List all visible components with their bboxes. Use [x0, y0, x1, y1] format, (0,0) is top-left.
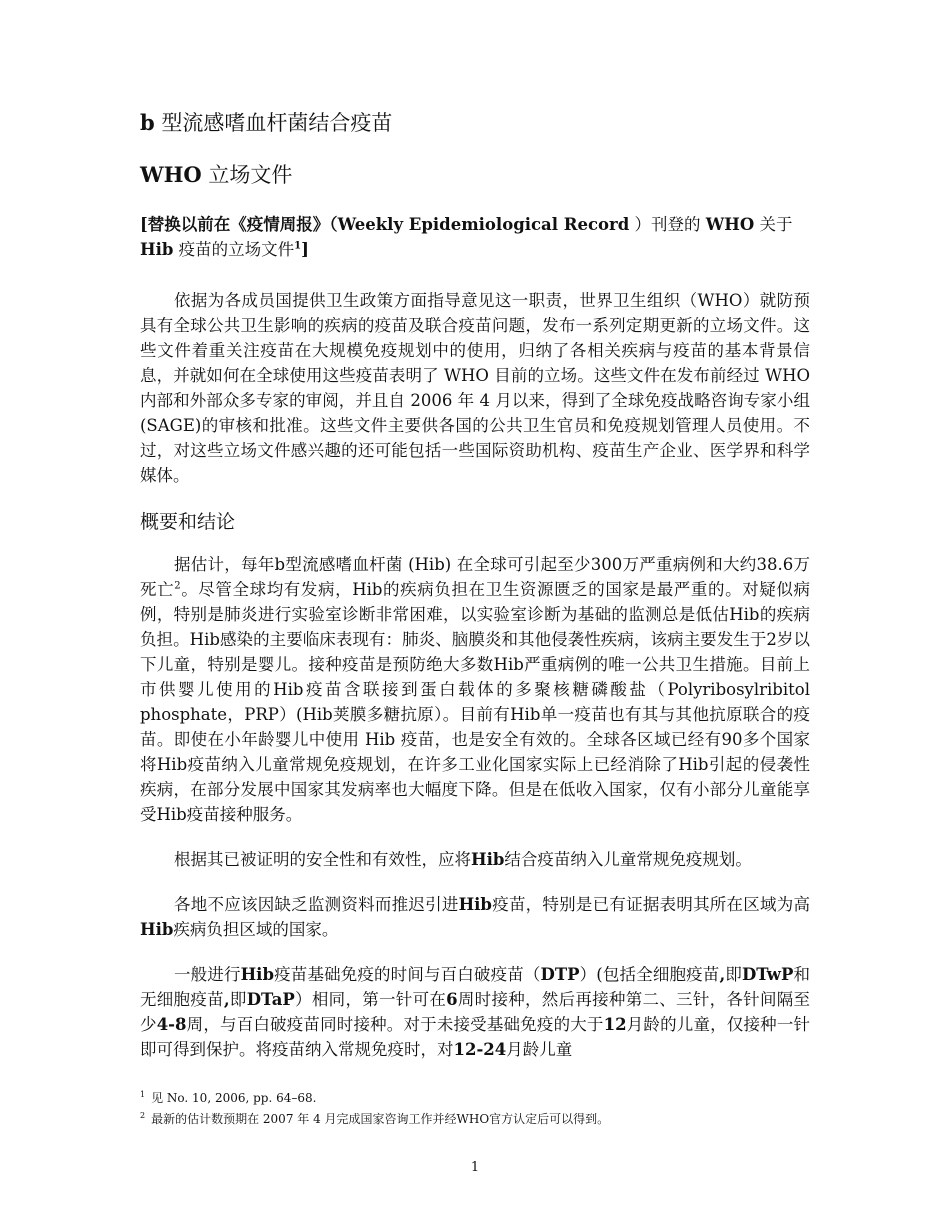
subtitle-prefix: WHO: [140, 162, 202, 187]
footnote-item: [140, 1086, 810, 1107]
text-run: 结合疫苗纳入儿童常规免疫规划。: [504, 850, 752, 869]
text-run: ）相同，第一针可在: [294, 990, 447, 1009]
text-run: DTP: [540, 965, 580, 984]
document-subtitle: [140, 160, 810, 190]
replacement-note: [140, 212, 810, 262]
summary-text: 据估计，每年b型流感嗜血杆菌 (Hib) 在全球可引起至少300万严重病例和大约38.6万死亡: [140, 555, 810, 599]
summary-paragraph: [140, 552, 810, 827]
text-run: 根据其已被证明的安全性和有效性，应将: [174, 850, 471, 869]
text-run: 疫苗，特别是已有证据表明其所在区域为高: [491, 895, 811, 914]
text-run: ）(包括全细胞疫苗: [579, 965, 720, 984]
text-run: 周，与百白破疫苗同时接种。对于未接受基础免疫的大于: [186, 1015, 604, 1034]
text-run: Hib: [458, 895, 492, 914]
text-run: Hib: [471, 850, 505, 869]
section-heading: 概要和结论: [140, 511, 236, 533]
text-run: 即: [725, 965, 742, 984]
summary-text: 。尽管全球均有发病，Hib的疾病负担在卫生资源匮乏的国家是最严重的。对疑似病例，特别是肺炎进行实验室诊断非常困难，以实验室诊断为基础的监测总是低估Hib的疾病负担。Hib感染的主要临床表现有：肺炎、脑膜炎和其他侵袭性疾病，该病主要发生于2岁以下儿童，特别是婴儿。接种疫苗是预防绝大多数Hib严重病例的唯一公共卫生措施。目前上市供婴儿使用的Hib疫苗含联接到蛋白载体的多聚核糖磷酸盐（Polyribosylribitol phosphate，PRP）(Hib荚膜多糖抗原）。目前有Hib单一疫苗也有其与其他抗原联合的疫苗。即使在小年龄婴儿中使用 Hib 疫苗，也是安全有效的。全球各区域已经有90多个国家将Hib疫苗纳入儿童常规免疫规划，在许多工业化国家实际上已经消除了Hib引起的侵袭性疾病，在部分发展中国家其发病率也大幅度下降。但是在低收入国家，仅有小部分儿童能享受Hib疫苗接种服务。: [140, 580, 811, 824]
replace-note-part: WHO: [705, 215, 755, 234]
text-run: 12: [603, 1015, 627, 1034]
replace-note-part: 关于: [754, 215, 793, 234]
text-run: DTwP: [741, 965, 794, 984]
replace-note-part: ]: [301, 240, 309, 259]
document-body: [140, 108, 810, 1082]
text-run: 和无细胞疫苗: [140, 965, 811, 1009]
surveillance-paragraph: [140, 892, 810, 942]
text-run: 疾病负担区域的国家。: [173, 920, 339, 939]
footnote-text: 最新的估计数预期在 2007 年 4 月完成国家咨询工作并经WHO官方认定后可以得到。: [151, 1112, 610, 1126]
replace-note-part: Hib: [140, 240, 174, 259]
footnote-mark: 2: [140, 1111, 146, 1120]
footnote-ref[interactable]: 2: [174, 580, 181, 592]
text-run: ,: [223, 990, 230, 1009]
text-run: 月龄儿童: [506, 1040, 573, 1059]
page-number: 1: [470, 1160, 480, 1175]
text-run: 疫苗基础免疫的时间与百白破疫苗（: [274, 965, 541, 984]
schedule-paragraph: [140, 962, 810, 1062]
title-prefix: b: [140, 110, 155, 135]
text-run: Hib: [140, 920, 174, 939]
text-run: 6: [446, 990, 458, 1009]
intro-paragraph: 依据为各成员国提供卫生政策方面指导意见这一职责，世界卫生组织（WHO）就防预具有全球公共卫生影响的疾病的疫苗及联合疫苗问题，发布一系列定期更新的立场文件。这些文件着重关注疫苗在大规模免疫规划中的使用，归纳了各相关疾病与疫苗的基本背景信息，并就如何在全球使用这些疫苗表明了 WHO 目前的立场。这些文件在发布前经过 WHO 内部和外部众多专家的审阅，并且自 2006 年 4 月以来，得到了全球免疫战略咨询专家小组(SAGE)的审核和批准。这些文件主要供各国的公共卫生官员和免疫规划管理人员使用。不过，对这些立场文件感兴趣的还可能包括一些国际资助机构、疫苗生产企业、医学界和科学媒体。: [140, 291, 810, 485]
document-title: [140, 108, 810, 138]
replace-note-part: Weekly Epidemiological Record: [337, 215, 630, 234]
replace-note-part: [替换以前在《疫情周报》（: [140, 215, 338, 234]
text-run: ,: [719, 965, 726, 984]
text-run: 即: [229, 990, 247, 1009]
text-run: 周时接种，然后再接种第二、三针，各针间隔至少: [140, 990, 811, 1034]
text-run: Hib: [240, 965, 274, 984]
footnote-text: 见 No. 10, 2006, pp. 64–68.: [151, 1091, 317, 1105]
text-run: 一般进行: [174, 965, 241, 984]
text-run: DTaP: [246, 990, 295, 1009]
footnote-ref[interactable]: 1: [294, 240, 302, 252]
footnote-mark: 1: [140, 1090, 146, 1099]
text-run: 各地不应该因缺乏监测资料而推迟引进: [174, 895, 459, 914]
subtitle-rest: 立场文件: [201, 163, 293, 187]
text-run: 4-8: [156, 1015, 187, 1034]
replace-note-part: 疫苗的立场文件: [173, 240, 295, 259]
text-run: 12-24: [453, 1040, 507, 1059]
footnote-item: [140, 1107, 810, 1128]
replace-note-part: ）刊登的: [629, 215, 706, 234]
text-run: 月龄的儿童，仅接种一针即可得到保护。将疫苗纳入常规免疫时，对: [140, 1015, 811, 1059]
footnotes: [140, 1086, 810, 1128]
title-rest: 型流感嗜血杆菌结合疫苗: [154, 111, 393, 135]
recommendation-paragraph: [140, 847, 810, 872]
